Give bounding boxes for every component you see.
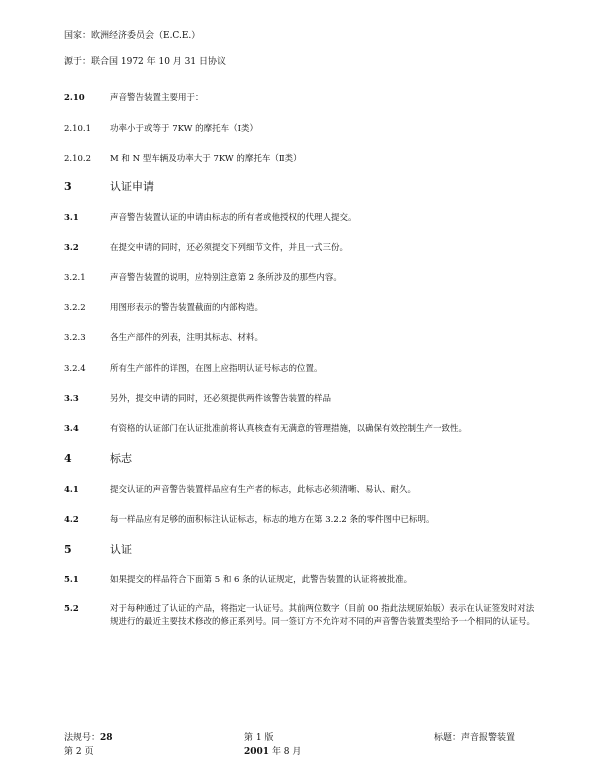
clause-text: M 和 N 型车辆及功率大于 7KW 的摩托车（Ⅱ类）	[110, 154, 302, 164]
header-source-agreement: 源于：联合国 1972 年 10 月 31 日协议	[64, 57, 226, 67]
clause-text: 各生产部件的列表，注明其标志、材料。	[110, 333, 264, 343]
clause-text: 所有生产部件的详图，在图上应指明认证号标志的位置。	[110, 364, 323, 374]
clause-number: 3.2.3	[64, 333, 86, 343]
clause-text: 如果提交的样品符合下面第 5 和 6 条的认证规定，此警告装置的认证将被批准。	[110, 575, 413, 585]
footer-date	[244, 744, 301, 757]
clause-text: 提交认证的声音警告装置样品应有生产者的标志，此标志必须清晰、易认、耐久。	[110, 485, 417, 495]
clause-text: 声音警告装置的说明，应特别注意第 2 条所涉及的那些内容。	[110, 273, 342, 283]
clause-number: 3.3	[64, 394, 79, 404]
footer-regulation-number	[64, 730, 113, 743]
section-number: 5	[64, 543, 72, 556]
clause-number: 3.4	[64, 424, 79, 434]
section-title: 认证	[110, 543, 132, 556]
clause-text: 在提交申请的同时，还必须提交下列细节文件，并且一式三份。	[110, 243, 349, 253]
footer-reg-value: 28	[100, 733, 113, 743]
footer-reg-label: 法规号：	[64, 733, 101, 743]
clause-number: 5.2	[64, 604, 79, 614]
clause-number: 4.1	[64, 485, 79, 495]
clause-number: 2.10.1	[64, 124, 92, 134]
clause-number: 4.2	[64, 515, 79, 525]
clause-number: 3.2.1	[64, 273, 86, 283]
clause-text: 有资格的认证部门在认证批准前将认真核查有无满意的管理措施，以确保有效控制生产一致性。	[110, 424, 468, 434]
clause-text: 另外，提交申请的同时，还必须提供两件该警告装置的样品	[110, 394, 332, 404]
clause-number: 3.1	[64, 213, 79, 223]
clause-text: 每一样品应有足够的面积标注认证标志，标志的地方在第 3.2.2 条的零件图中已标明。	[110, 515, 435, 525]
clause-number: 2.10	[64, 93, 85, 103]
footer-date-year: 2001	[244, 747, 270, 757]
clause-number: 3.2.4	[64, 364, 86, 374]
footer-date-rest: 年 8 月	[271, 747, 302, 757]
clause-number: 3.2	[64, 243, 79, 253]
clause-number: 5.1	[64, 575, 79, 585]
clause-text: 声音警告装置主要用于：	[110, 93, 204, 103]
section-number: 4	[64, 452, 72, 465]
section-number: 3	[64, 180, 72, 193]
clause-text: 功率小于或等于 7KW 的摩托车（Ⅰ类）	[110, 124, 258, 134]
clause-number: 3.2.2	[64, 303, 86, 313]
footer-page-number: 第 2 页	[64, 747, 94, 757]
clause-text: 声音警告装置认证的申请由标志的所有者或他授权的代理人提交。	[110, 213, 357, 223]
footer-document-title: 标题：声音报警装置	[434, 733, 516, 743]
header-origin-country: 国家：欧洲经济委员会（E.C.E.）	[64, 31, 201, 41]
clause-text: 对于每种通过了认证的产品，将指定一认证号。其前两位数字（目前 00 指此法规原始版）表示在认证签发时对法规进行的最近主要技术修改的修正系列号。同一签订方不允许对不同的声音警告装置类型给予一个相同的认证号。	[110, 604, 536, 627]
clause-text: 用图形表示的警告装置截面的内部构造。	[110, 303, 264, 313]
section-title: 标志	[110, 452, 132, 465]
section-title: 认证申请	[110, 180, 154, 193]
clause-number: 2.10.2	[64, 154, 92, 164]
footer-edition: 第 1 版	[244, 733, 274, 743]
